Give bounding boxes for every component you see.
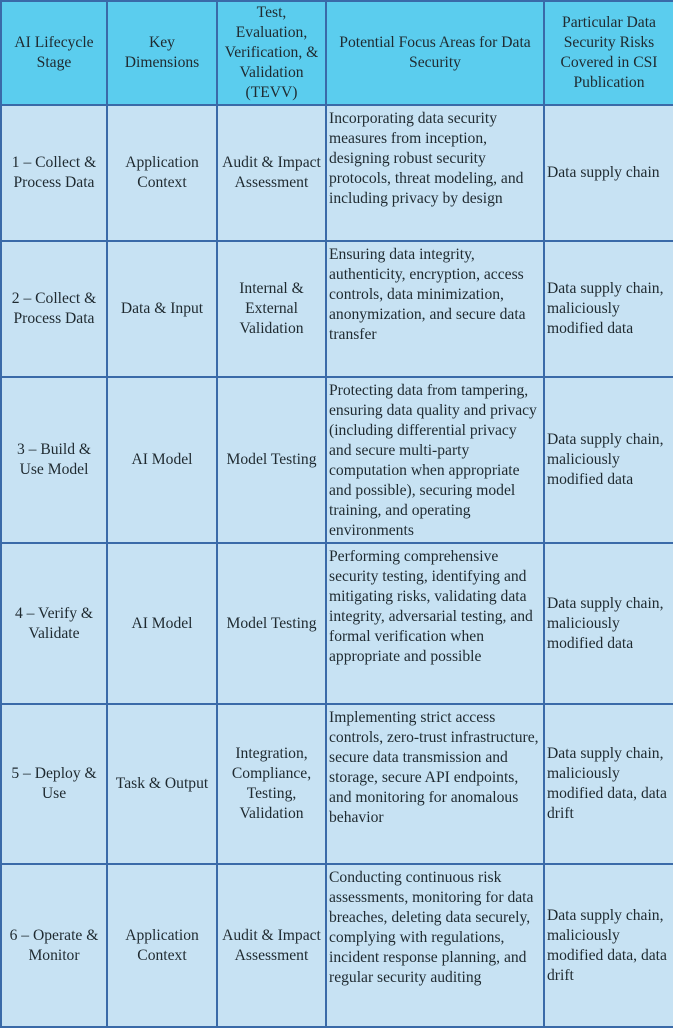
tevv-cell: Model Testing (217, 377, 326, 543)
table-row (1, 704, 673, 864)
focus-cell: Implementing strict access controls, zero-trust infrastructure, secure data transmission and storage, secure API endpoints, and monitoring for anomalous behavior (326, 704, 544, 864)
table-row (1, 105, 673, 241)
risks-cell: Data supply chain, maliciously modified data, data drift (544, 864, 673, 1027)
risks-cell: Data supply chain, maliciously modified data (544, 543, 673, 704)
risks-cell: Data supply chain, maliciously modified data, data drift (544, 704, 673, 864)
table-row (1, 241, 673, 377)
table-row (1, 377, 673, 543)
table-row (1, 864, 673, 1027)
stage-cell: 4 – Verify & Validate (1, 543, 107, 704)
risks-cell: Data supply chain, maliciously modified data (544, 241, 673, 377)
risks-cell: Data supply chain (544, 105, 673, 241)
tevv-cell: Internal & External Validation (217, 241, 326, 377)
header-tevv: Test, Evaluation, Verification, & Validation (TEVV) (217, 1, 326, 105)
focus-cell: Conducting continuous risk assessments, monitoring for data breaches, deleting data securely, complying with regulations, incident response planning, and regular security auditing (326, 864, 544, 1027)
focus-cell: Performing comprehensive security testing, identifying and mitigating risks, validating data integrity, adversarial testing, and formal verification when appropriate and possible (326, 543, 544, 704)
dimensions-cell: Data & Input (107, 241, 217, 377)
table-row (1, 543, 673, 704)
header-row (1, 1, 673, 105)
dimensions-cell: AI Model (107, 377, 217, 543)
tevv-cell: Audit & Impact Assessment (217, 864, 326, 1027)
stage-cell: 2 – Collect & Process Data (1, 241, 107, 377)
focus-cell: Ensuring data integrity, authenticity, encryption, access controls, data minimization, anonymization, and secure data transfer (326, 241, 544, 377)
stage-cell: 1 – Collect & Process Data (1, 105, 107, 241)
stage-cell: 5 – Deploy & Use (1, 704, 107, 864)
dimensions-cell: AI Model (107, 543, 217, 704)
header-key-dimensions: Key Dimensions (107, 1, 217, 105)
tevv-cell: Audit & Impact Assessment (217, 105, 326, 241)
tevv-cell: Integration, Compliance, Testing, Validation (217, 704, 326, 864)
header-focus-areas: Potential Focus Areas for Data Security (326, 1, 544, 105)
dimensions-cell: Application Context (107, 864, 217, 1027)
dimensions-cell: Task & Output (107, 704, 217, 864)
risks-cell: Data supply chain, maliciously modified data (544, 377, 673, 543)
stage-cell: 6 – Operate & Monitor (1, 864, 107, 1027)
dimensions-cell: Application Context (107, 105, 217, 241)
header-ai-lifecycle-stage: AI Lifecycle Stage (1, 1, 107, 105)
focus-cell: Incorporating data security measures from inception, designing robust security protocols, threat modeling, and including privacy by design (326, 105, 544, 241)
tevv-cell: Model Testing (217, 543, 326, 704)
focus-cell: Protecting data from tampering, ensuring data quality and privacy (including differential privacy and secure multi-party computation when appropriate and possible), securing model training, and operating environments (326, 377, 544, 543)
header-security-risks: Particular Data Security Risks Covered in CSI Publication (544, 1, 673, 105)
stage-cell: 3 – Build & Use Model (1, 377, 107, 543)
